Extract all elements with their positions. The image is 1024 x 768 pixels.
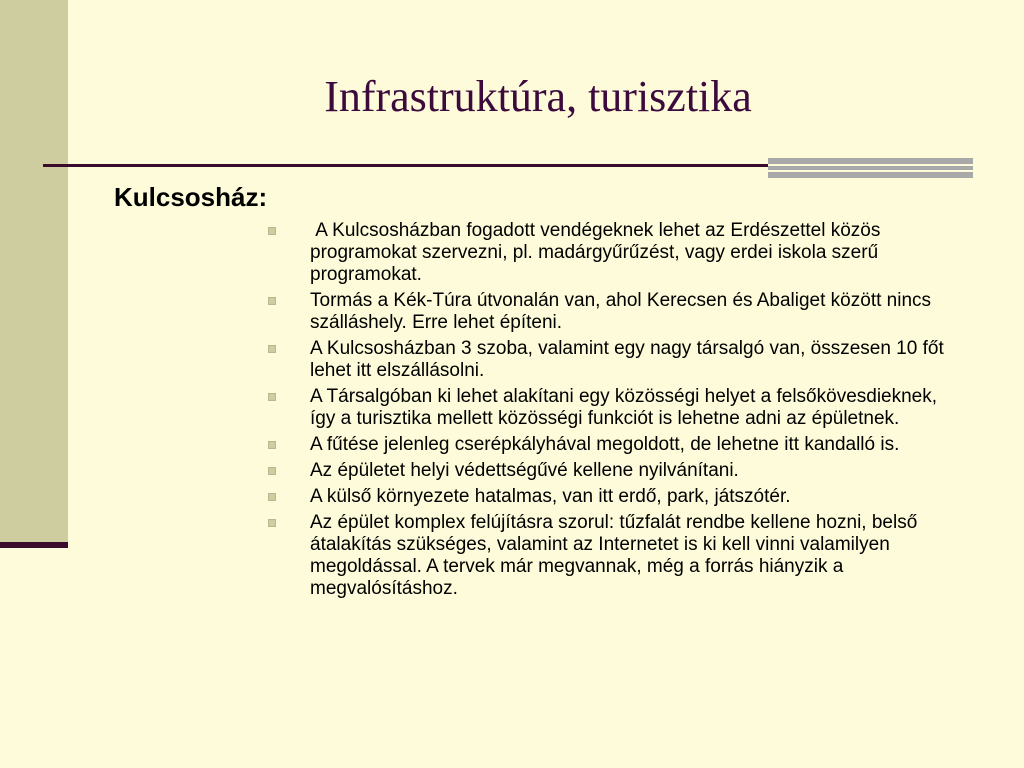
bullet-item (268, 460, 958, 482)
bullet-list (268, 220, 958, 604)
bullet-text: A fűtése jelenleg cserépkályhával megoldott, de lehetne itt kandalló is. (310, 434, 900, 455)
left-decorative-band (0, 0, 68, 544)
title-rule (43, 164, 768, 167)
square-bullet-icon (268, 519, 276, 527)
square-bullet-icon (268, 441, 276, 449)
square-bullet-icon (268, 467, 276, 475)
bullet-text: A Kulcsosházban fogadott vendégeknek lehet az Erdészettel közös programokat szervezni, pl. madárgyűrűzést, vagy erdei iskola szerű programokat. (310, 220, 886, 285)
accent-bar (768, 158, 973, 164)
section-heading: Kulcsosház: (114, 182, 268, 212)
bullet-item (268, 512, 958, 600)
bullet-text: Tormás a Kék-Túra útvonalán van, ahol Kerecsen és Abaliget között nincs szálláshely. Erre lehet építeni. (310, 290, 932, 333)
bullet-item (268, 338, 958, 382)
accent-bar (768, 172, 973, 178)
bullet-item (268, 386, 958, 430)
bullet-item (268, 434, 958, 456)
bullet-text: A Kulcsosházban 3 szoba, valamint egy nagy társalgó van, összesen 10 főt lehet itt elszállásolni. (310, 338, 944, 381)
square-bullet-icon (268, 345, 276, 353)
bullet-item (268, 486, 958, 508)
accent-bar (768, 166, 973, 170)
bullet-text: Az épületet helyi védettségűvé kellene nyilvánítani. (310, 460, 739, 481)
bullet-text: Az épület komplex felújításra szorul: tűzfalát rendbe kellene hozni, belső átalakítás szükséges, valamint az Internetet is ki kell vinni valamilyen megoldással. A tervek már megvannak, még a forrás hiányzik a megvalósításhoz. (310, 512, 918, 599)
left-band-rule (0, 542, 68, 548)
square-bullet-icon (268, 493, 276, 501)
bullet-text: A Társalgóban ki lehet alakítani egy közösségi helyet a felsőkövesdieknek, így a turisztika mellett közösségi funkciót is lehetne adni az épületnek. (310, 386, 938, 429)
square-bullet-icon (268, 227, 276, 235)
bullet-item (268, 220, 958, 286)
slide-title: Infrastruktúra, turisztika (324, 72, 752, 121)
square-bullet-icon (268, 393, 276, 401)
bullet-item (268, 290, 958, 334)
bullet-text: A külső környezete hatalmas, van itt erdő, park, játszótér. (310, 486, 791, 507)
square-bullet-icon (268, 297, 276, 305)
accent-bars (768, 158, 973, 178)
